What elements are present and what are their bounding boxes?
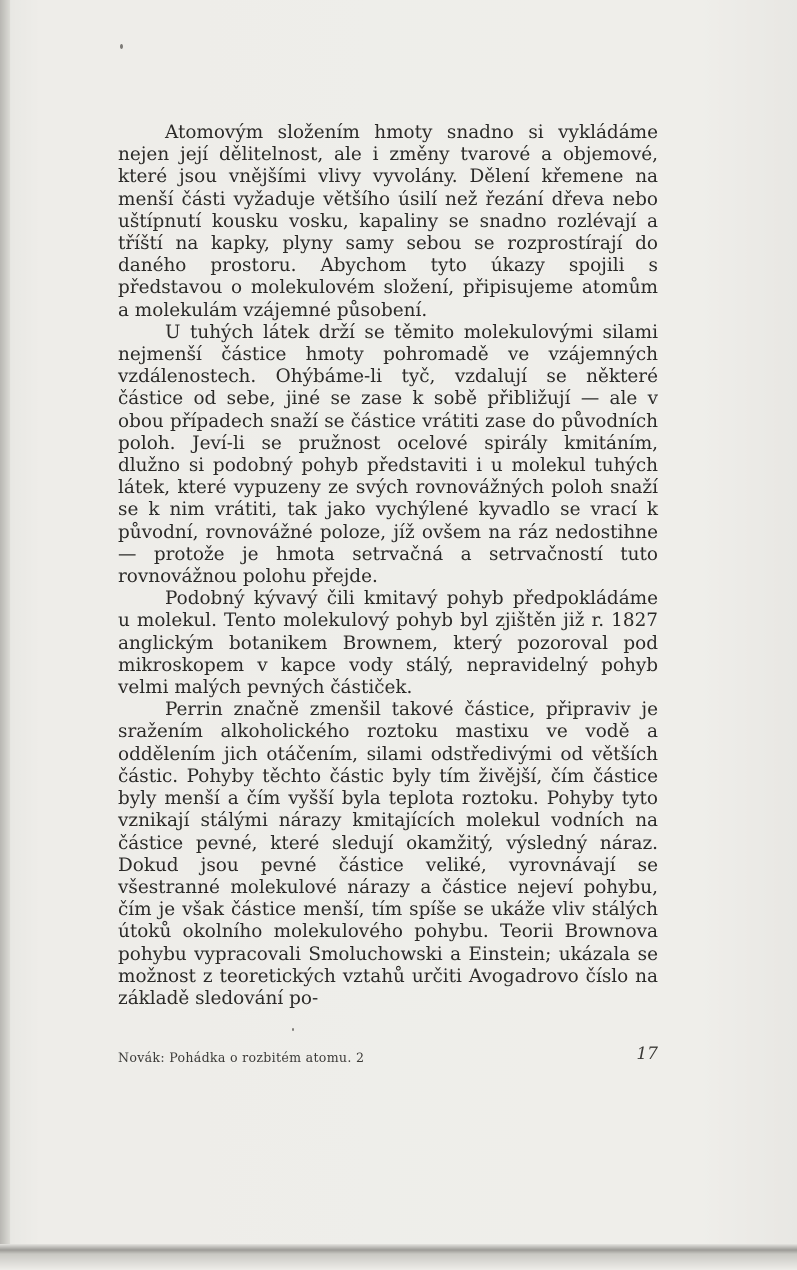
paragraph-1: Atomovým složením hmoty snadno si vykládáme nejen její dělitelnost, ale i změny tvarové a objemové, které jsou vnějšími vlivy vyvolány. Dělení křemene na menší části vyžaduje většího úsilí než řezání dřeva nebo uštípnutí kousku vosku, kapaliny se snadno rozlévají a tříští na kapky, plyny samy sebou se rozprostírají do daného prostoru. Abychom tyto úkazy spojili s představou o molekulovém složení, připisujeme atomům a molekulám vzájemné působení. [118, 122, 658, 321]
paper-speck [292, 1028, 294, 1031]
page-bottom-edge [0, 1244, 797, 1270]
page-number: 17 [636, 1044, 658, 1064]
page-footer [118, 1044, 658, 1074]
paragraph-2: U tuhých látek drží se těmito molekulovými silami nejmenší částice hmoty pohromadě ve vzájemných vzdálenostech. Ohýbáme-li tyč, vzdalují se některé částice od sebe, jiné se zase k sobě přibližují — ale v obou případech snaží se částice vrátiti zase do původních poloh. Jeví-li se pružnost ocelové spirály kmitáním, dlužno si podobný pohyb představiti i u molekul tuhých látek, které vypuzeny ze svých rovnovážných poloh snaží se k nim vrátiti, tak jako vychýlené kyvadlo se vrací k původní, rovnovážné poloze, jíž ovšem na ráz nedostihne — protože je hmota setrvačná a setrvačností tuto rovnovážnou polohu přejde. [118, 321, 658, 588]
body-text [118, 122, 658, 1010]
paragraph-3: Podobný kývavý čili kmitavý pohyb předpokládáme u molekul. Tento molekulový pohyb byl zjištěn již r. 1827 anglickým botanikem Brownem, který pozoroval pod mikroskopem v kapce vody stálý, nepravidelný pohyb velmi malých pevných částiček. [118, 588, 658, 699]
paper-speck [120, 44, 123, 49]
page-binding-shadow [0, 0, 10, 1270]
footer-signature-note: Novák: Pohádka o rozbitém atomu. 2 [118, 1050, 365, 1065]
paragraph-4: Perrin značně zmenšil takové částice, připraviv je sražením alkoholického roztoku mastixu ve vodě a oddělením jich otáčením, silami odstředivými od větších částic. Pohyby těchto částic byly tím živější, čím částice byly menší a čím vyšší byla teplota roztoku. Pohyby tyto vznikají stálými nárazy kmitajících molekul vodních na částice pevné, které sledují okamžitý, výsledný náraz. Dokud jsou pevné částice veliké, vyrovnávají se všestranné molekulové nárazy a částice nejeví pohybu, čím je však částice menší, tím spíše se ukáže vliv stálých útoků okolního molekulového pohybu. Teorii Brownova pohybu vypracovali Smoluchowski a Einstein; ukázala se možnost z teoretických vztahů určiti Avogadrovo číslo na základě sledování po- [118, 699, 658, 1009]
